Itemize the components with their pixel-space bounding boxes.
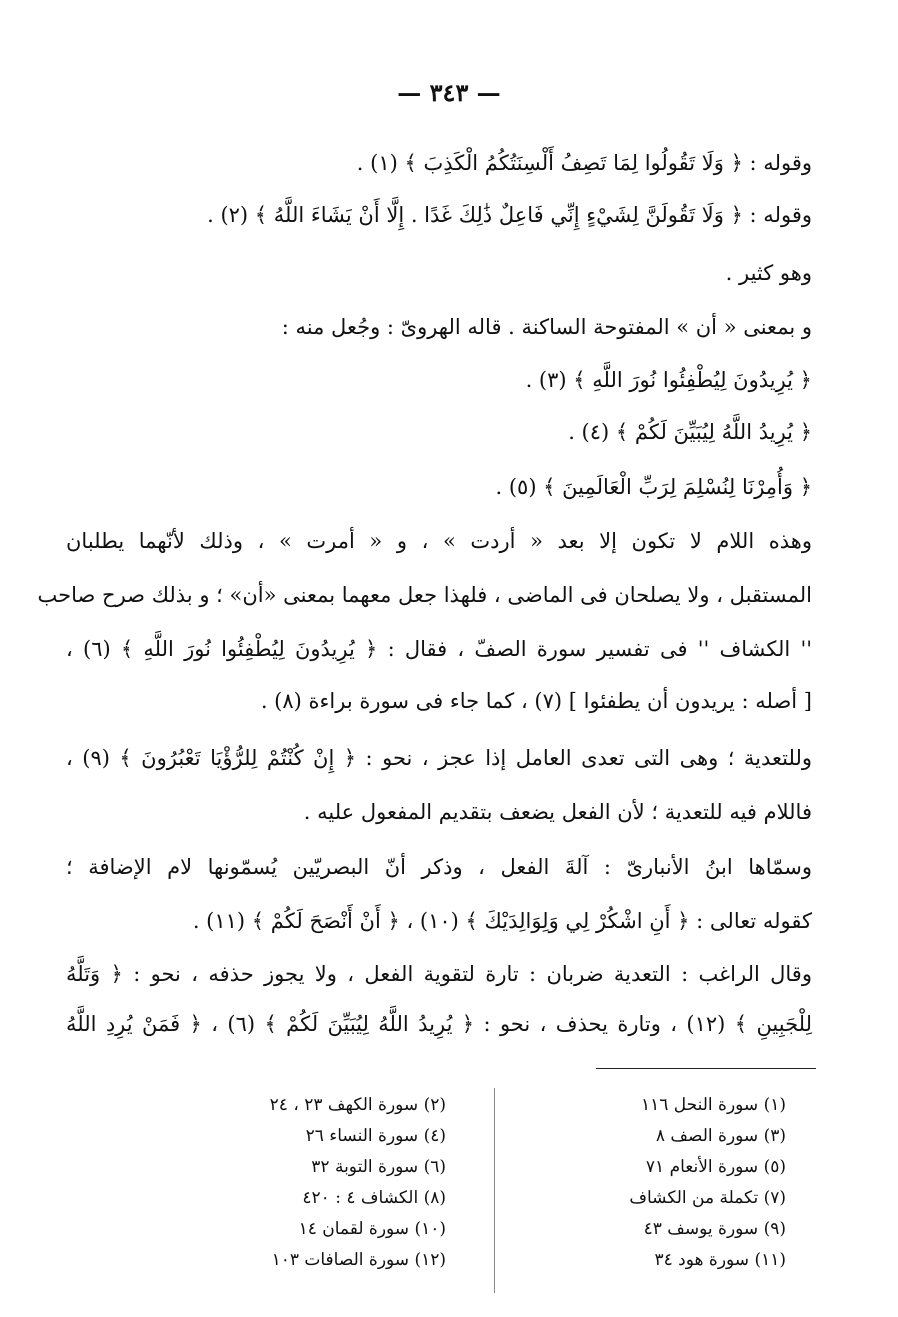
body-line-8: وهذه اللام لا تكون إلا بعد « أردت » ، و « أمرت » ، وذلك لأنّهما يطلبان xyxy=(66,529,812,553)
quran-verse-line: ﴿ يُرِيدُ اللَّهُ لِيُبَيِّنَ لَكُمْ ﴾ (٤) . xyxy=(568,420,812,444)
footnote-divider xyxy=(596,1068,816,1069)
footnote-3: (٣) سورة الصف ٨ xyxy=(655,1126,786,1146)
body-line-12: وللتعدية ؛ وهى التى تعدى العامل إذا عجز ، نحو : ﴿ إِنْ كُنْتُمْ لِلرُّؤْيَا تَعْبُرُونَ ﴾ (٩) ، xyxy=(66,746,812,770)
page-number: — ٣٤٣ — xyxy=(397,78,501,107)
body-line-11: [ أصله : يريدون أن يطفئوا ] (٧) ، كما جاء فى سورة براءة (٨) . xyxy=(260,689,812,713)
body-line-10: '' الكشاف '' فى تفسير سورة الصفّ ، فقال : ﴿ يُرِيدُونَ لِيُطْفِئُوا نُورَ اللَّهِ ﴾ (٦) ، xyxy=(66,637,812,661)
body-line-3: وهو كثير . xyxy=(725,261,812,285)
body-line-4: و بمعنى « أن » المفتوحة الساكنة . قاله الهروىّ : وجُعل منه : xyxy=(281,315,812,339)
footnote-column-separator xyxy=(494,1088,495,1293)
body-line-16: وقال الراغب : التعدية ضربان : تارة لتقوية الفعل ، ولا يجوز حذفه ، نحو : ﴿ وَتَلَّهُ xyxy=(66,962,812,986)
body-line-13: فاللام فيه للتعدية ؛ لأن الفعل يضعف بتقديم المفعول عليه . xyxy=(303,800,812,824)
footnote-5: (٥) سورة الأنعام ٧١ xyxy=(645,1157,786,1177)
footnote-10: (١٠) سورة لقمان ١٤ xyxy=(298,1219,446,1239)
footnote-11: (١١) سورة هود ٣٤ xyxy=(654,1250,786,1270)
body-line-1: وقوله : ﴿ وَلَا تَقُولُوا لِمَا تَصِفُ أَلْسِنَتُكُمُ الْكَذِبَ ﴾ (١) . xyxy=(356,151,812,175)
quran-verse-line: ﴿ يُرِيدُونَ لِيُطْفِئُوا نُورَ اللَّهِ ﴾ (٣) . xyxy=(525,368,812,392)
footnote-6: (٦) سورة التوبة ٣٢ xyxy=(311,1157,446,1177)
body-line-9: المستقبل ، ولا يصلحان فى الماضى ، فلهذا جعل معهما بمعنى «أن» ؛ و بذلك صرح صاحب xyxy=(37,583,812,607)
footnote-9: (٩) سورة يوسف ٤٣ xyxy=(643,1219,786,1239)
footnote-1: (١) سورة النحل ١١٦ xyxy=(640,1095,786,1115)
footnote-8: (٨) الكشاف ٤ : ٤٢٠ xyxy=(302,1188,446,1208)
footnote-12: (١٢) سورة الصافات ١٠٣ xyxy=(271,1250,446,1270)
body-line-15: كقوله تعالى : ﴿ أَنِ اشْكُرْ لِي وَلِوَالِدَيْكَ ﴾ (١٠) ، ﴿ أَنْ أَنْصَحَ لَكُمْ ﴾ (١١) . xyxy=(192,909,812,933)
body-line-2: وقوله : ﴿ وَلَا تَقُولَنَّ لِشَيْءٍ إِنِّي فَاعِلٌ ذَٰلِكَ غَدًا . إِلَّا أَنْ يَشَاءَ اللَّهُ ﴾ (٢) . xyxy=(207,203,812,227)
footnote-4: (٤) سورة النساء ٢٦ xyxy=(305,1126,446,1146)
footnote-7: (٧) تكملة من الكشاف xyxy=(629,1188,786,1208)
footnote-2: (٢) سورة الكهف ٢٣ ، ٢٤ xyxy=(269,1095,446,1115)
body-line-14: وسمّاها ابنُ الأنبارىّ : آلةَ الفعل ، وذكر أنّ البصريّين يُسمّونها لام الإضافة ؛ xyxy=(66,855,812,879)
quran-verse-line: ﴿ وَأُمِرْنَا لِنُسْلِمَ لِرَبِّ الْعَالَمِينَ ﴾ (٥) . xyxy=(495,475,812,499)
body-line-17: لِلْجَبِينِ ﴾ (١٢) ، وتارة يحذف ، نحو : ﴿ يُرِيدُ اللَّهُ لِيُبَيِّنَ لَكُمْ ﴾ (٦) ، ﴿ فَمَنْ يُرِدِ اللَّهُ xyxy=(66,1012,813,1036)
